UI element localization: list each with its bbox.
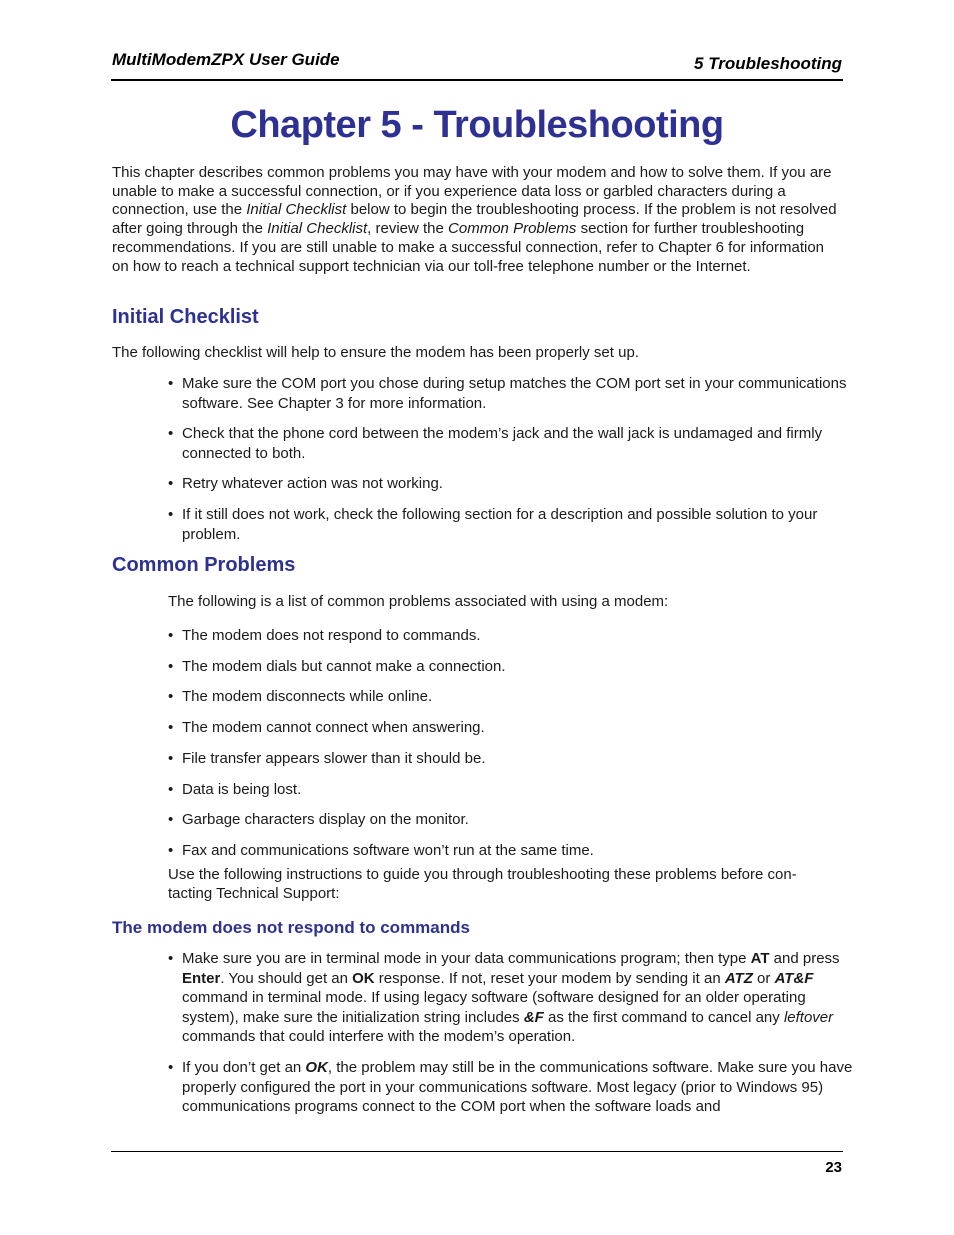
checklist-item: • Make sure the COM port you chose during setup matches the COM port set in your communications software. See Chapter 3 for more information. [168,375,847,412]
no-response-item: • If you don’t get an OK, the problem may still be in the communications software. Make sure you have properly configured the port in your communications software. Most legacy (prior to Windows 95) communications programs connect to the COM port when the software loads and [168,1059,853,1115]
common-problems-followup: Use the following instructions to guide you through troubleshooting these problems before con-tacting Technical Support: [168,866,797,902]
no-response-heading: The modem does not respond to commands [112,918,470,937]
problem-item: • The modem disconnects while online. [168,688,433,705]
problem-item: • Garbage characters display on the monitor. [168,811,469,828]
problem-item: • Data is being lost. [168,781,302,798]
checklist-item: • Check that the phone cord between the modem’s jack and the wall jack is undamaged and firmly connected to both. [168,425,823,462]
intro-paragraph: This chapter describes common problems you may have with your modem and how to solve them. If you are unable to make a successful connection, or if you experience data loss or garbled characters during a connection, use the Initial Checklist below to begin the troubleshooting process. If the problem is not resolved after going through the Initial Checklist, review the Common Problems section for further troubleshooting recommendations. If you are still unable to make a successful connection, refer to Chapter 6 for information on how to reach a technical support technician via our toll-free telephone number or the Internet. [112,164,837,275]
problem-item: • The modem dials but cannot make a connection. [168,658,506,675]
chapter-title: Chapter 5 - Troubleshooting [230,104,724,146]
common-problems-lead: The following is a list of common problems associated with using a modem: [168,593,669,610]
problem-item: • The modem does not respond to commands. [168,627,481,644]
problem-item: • File transfer appears slower than it should be. [168,750,486,767]
header-rule [111,79,843,81]
running-header-section: 5 Troubleshooting [694,54,842,73]
checklist-item: • If it still does not work, check the following section for a description and possible solution to your problem. [168,506,818,543]
footer-rule [111,1151,843,1152]
problem-item: • Fax and communications software won’t run at the same time. [168,842,594,859]
running-header-title: MultiModemZPX User Guide [112,50,340,69]
page-number: 23 [825,1159,842,1176]
problem-item: • The modem cannot connect when answering. [168,719,485,736]
checklist-item: • Retry whatever action was not working. [168,475,443,492]
initial-checklist-heading: Initial Checklist [112,306,259,328]
initial-checklist-lead: The following checklist will help to ensure the modem has been properly set up. [112,344,639,361]
common-problems-heading: Common Problems [112,554,296,576]
no-response-item: • Make sure you are in terminal mode in your data communications program; then type AT and press Enter. You should get an OK response. If not, reset your modem by sending it an ATZ or AT&F command in terminal mode. If using legacy software (software designed for an older operating system), make sure the initialization string includes &F as the first command to cancel any leftover commands that could interfere with the modem’s operation. [168,950,840,1045]
